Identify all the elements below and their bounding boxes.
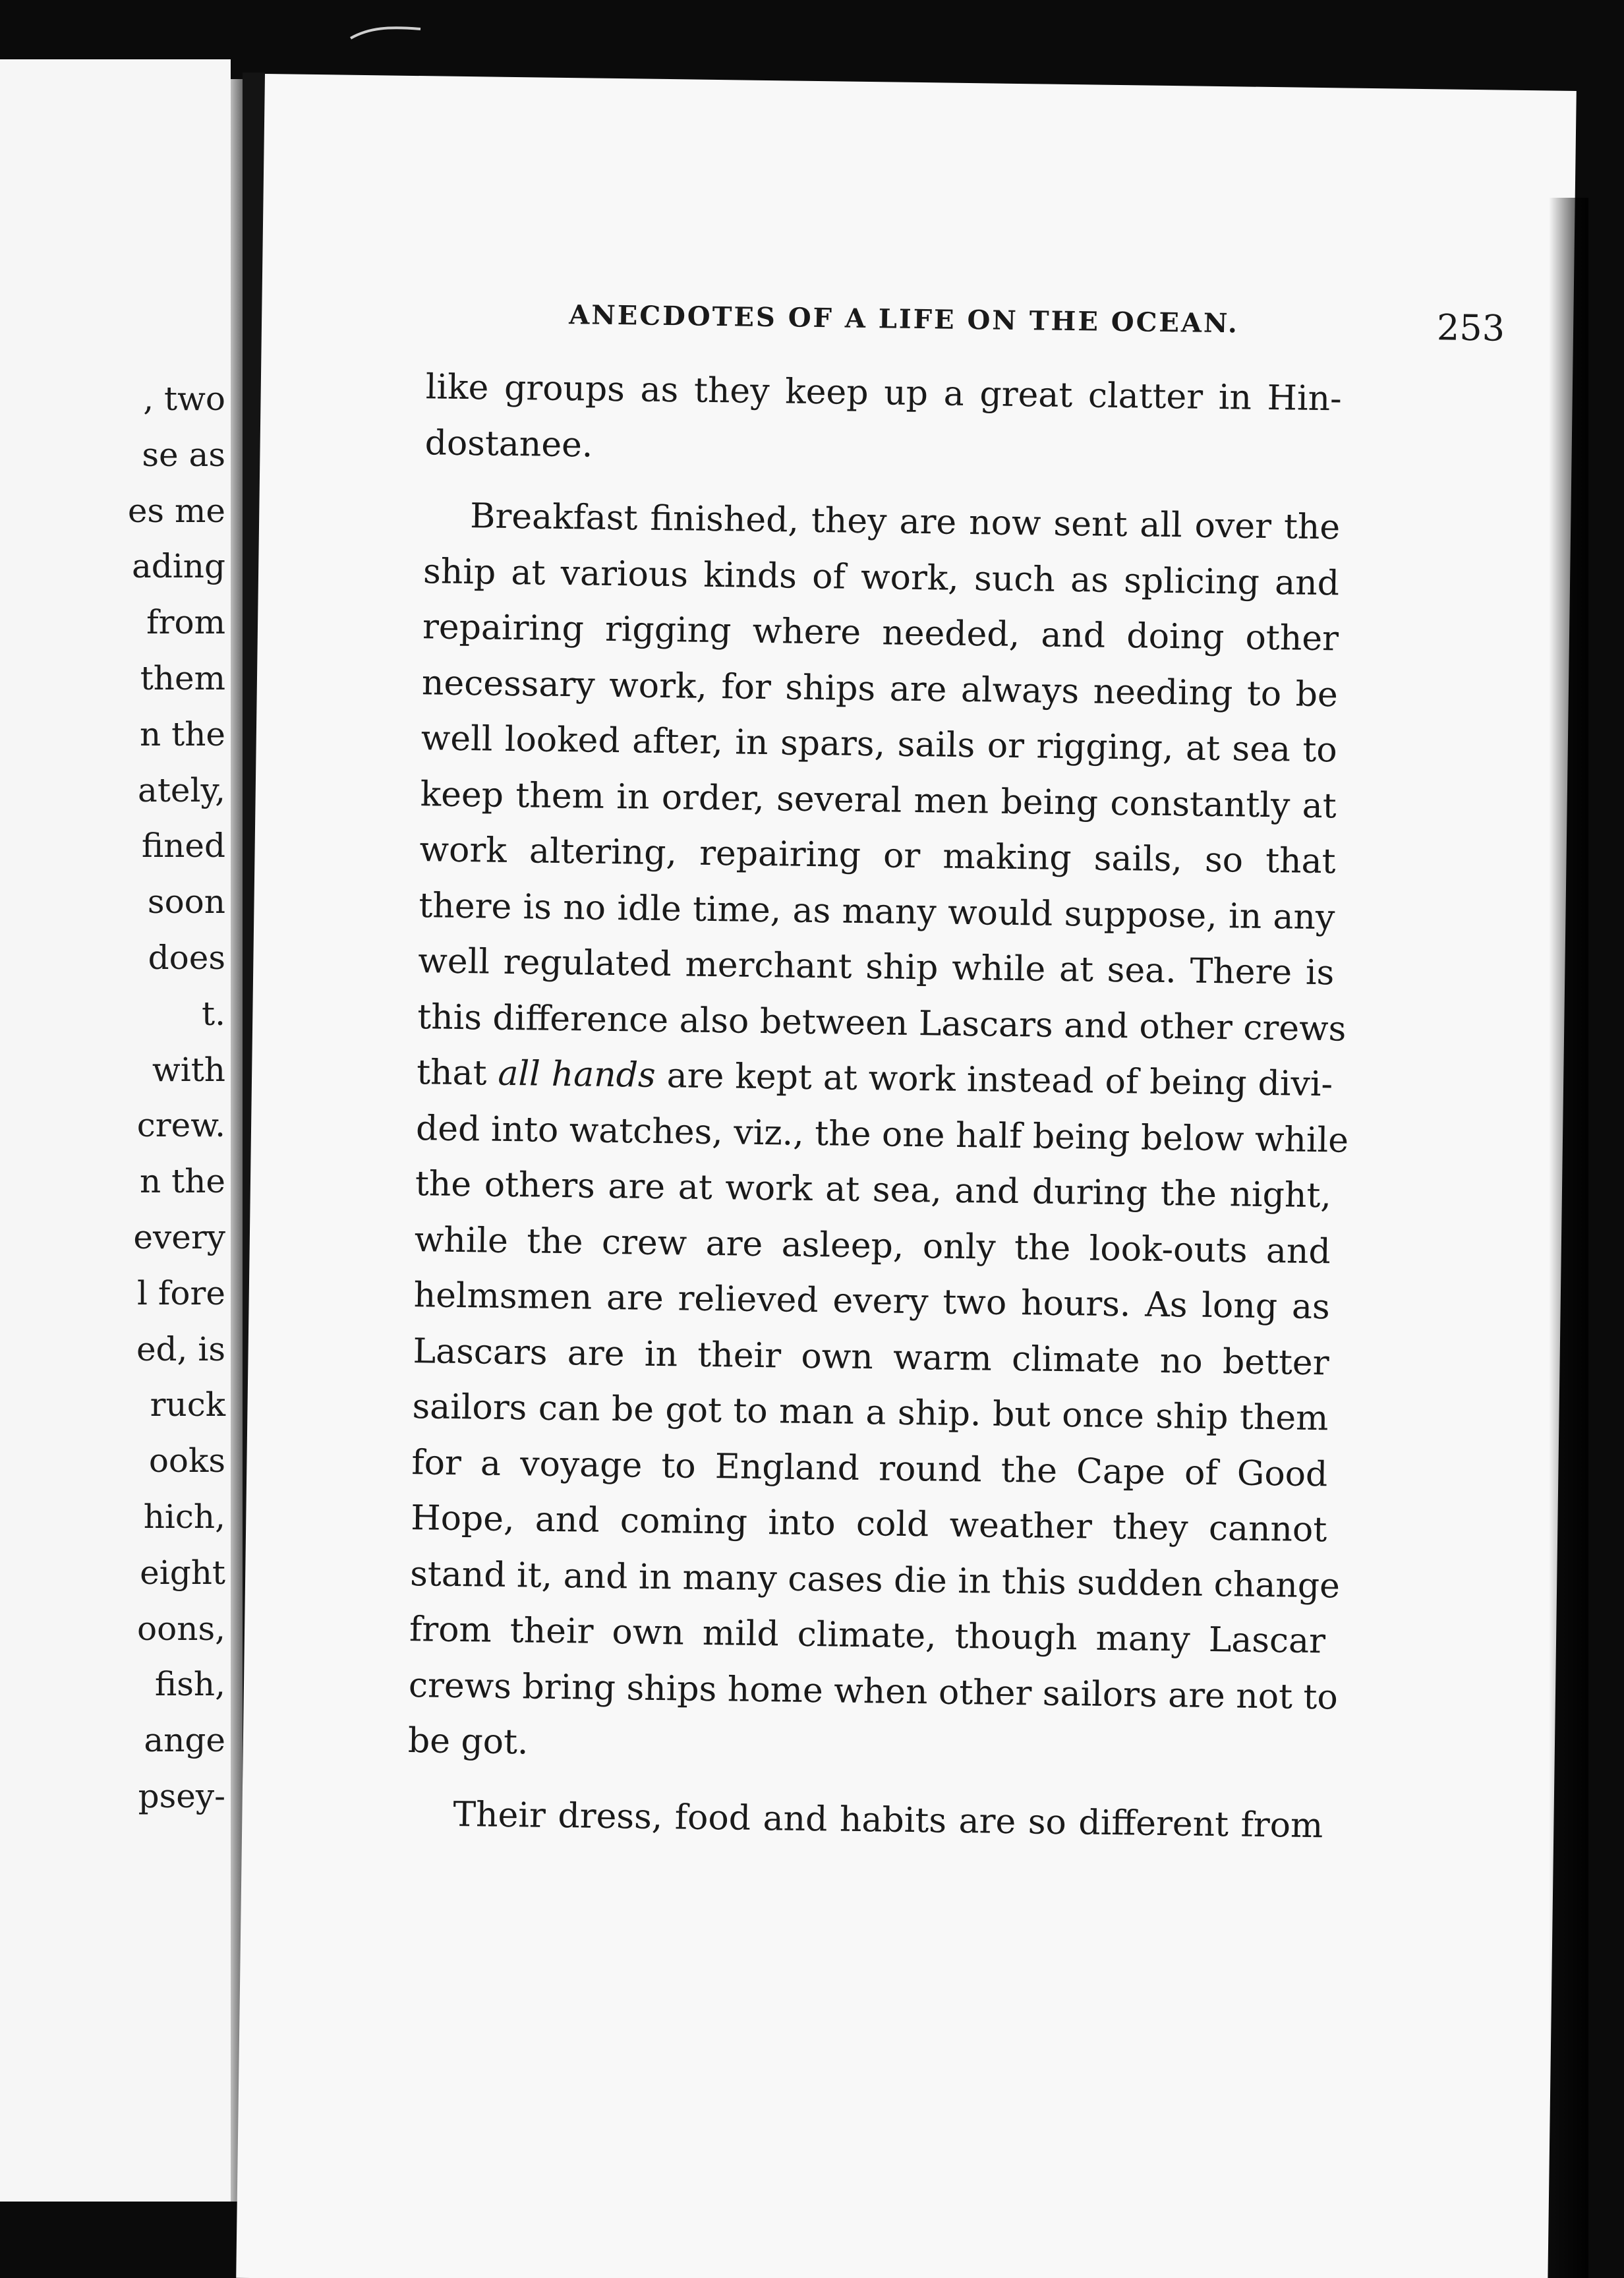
page-number: 253 bbox=[1436, 307, 1505, 349]
text-line: Breakfast finished, they are now sent all over the bbox=[469, 496, 1341, 548]
text-line: there is no idle time, as many would suppose, in any bbox=[419, 885, 1335, 937]
text-line: well looked after, in spars, sails or rigging, at sea to bbox=[420, 718, 1338, 771]
previous-page-line: se as bbox=[142, 435, 225, 474]
text-line: well regulated merchant ship while at sea. There is bbox=[418, 941, 1335, 993]
previous-page-line: crew. bbox=[136, 1106, 225, 1145]
text-line: repairing rigging where needed, and doing other bbox=[422, 607, 1339, 659]
previous-page-line: ately, bbox=[138, 771, 225, 809]
previous-page-line: psey- bbox=[138, 1777, 225, 1815]
text-line: be got. bbox=[407, 1721, 529, 1763]
previous-page-line: n the bbox=[140, 715, 225, 753]
text-line: helmsmen are relieved every two hours. As long as bbox=[413, 1275, 1331, 1328]
text-line: work altering, repairing or making sails, so that bbox=[419, 830, 1336, 882]
previous-page-line: , two bbox=[143, 380, 225, 418]
text-line: crews bring ships home when other sailors are not to bbox=[408, 1665, 1339, 1718]
previous-page-line: ruck bbox=[150, 1386, 225, 1424]
previous-page-line: es me bbox=[127, 491, 225, 530]
text-line: ship at various kinds of work, such as splicing and bbox=[422, 551, 1340, 603]
previous-page-line: soon bbox=[147, 883, 225, 921]
previous-page-line: every bbox=[133, 1218, 225, 1256]
italic-phrase: all hands bbox=[498, 1053, 656, 1095]
text-line: from their own mild climate, though many Lascar bbox=[409, 1610, 1326, 1662]
previous-page-line: fish, bbox=[154, 1665, 225, 1704]
previous-page-line: hich, bbox=[143, 1498, 225, 1536]
previous-page-fragment bbox=[0, 59, 231, 2202]
previous-page-line: oons, bbox=[137, 1609, 225, 1648]
text-line: Their dress, food and habits are so different from bbox=[453, 1794, 1323, 1846]
text-line: like groups as they keep up a great clatter in Hin- bbox=[425, 367, 1343, 419]
previous-page-line: ed, is bbox=[136, 1329, 225, 1368]
text-line: sailors can be got to man a ship. but once ship them bbox=[412, 1387, 1329, 1439]
previous-page-line: from bbox=[146, 603, 225, 642]
previous-page-line: does bbox=[148, 939, 225, 977]
text-line: this difference also between Lascars and other crews bbox=[417, 997, 1347, 1049]
previous-page-line: fined bbox=[141, 827, 225, 865]
page-body-text bbox=[407, 359, 1349, 1854]
text-line: the others are at work at sea, and during the night, bbox=[415, 1164, 1332, 1216]
running-head bbox=[569, 295, 1505, 354]
previous-page-line: ading bbox=[131, 547, 225, 586]
previous-page-line: ange bbox=[144, 1721, 225, 1760]
text-fragment: are kept at work instead of being divi- bbox=[666, 1056, 1333, 1105]
text-line: Hope, and coming into cold weather they cannot bbox=[410, 1498, 1327, 1550]
previous-page-line: t. bbox=[202, 994, 225, 1033]
text-line: dostanee. bbox=[424, 423, 593, 465]
text-line: while the crew are asleep, only the look-outs and bbox=[414, 1219, 1331, 1271]
text-fragment: that bbox=[416, 1053, 487, 1094]
text-line: for a voyage to England round the Cape of Good bbox=[411, 1442, 1328, 1494]
previous-page-line: them bbox=[140, 659, 225, 697]
previous-page-line: l fore bbox=[137, 1273, 225, 1312]
text-line: necessary work, for ships are always needing to be bbox=[421, 662, 1339, 715]
text-line: stand it, and in many cases die in this sudden change bbox=[409, 1554, 1341, 1606]
previous-page-line: eight bbox=[140, 1553, 225, 1592]
running-head-title: ANECDOTES OF A LIFE ON THE OCEAN. bbox=[568, 299, 1240, 339]
previous-page-line: ooks bbox=[148, 1442, 225, 1480]
text-line: keep them in order, several men being constantly at bbox=[420, 774, 1337, 826]
previous-page-line: with bbox=[152, 1050, 225, 1089]
previous-page-line: n the bbox=[140, 1162, 225, 1201]
current-page bbox=[236, 74, 1577, 2278]
page-edge-shadow bbox=[1549, 198, 1588, 2278]
text-line: ded into watches, viz., the one half being below while bbox=[415, 1108, 1349, 1161]
stray-ink-mark bbox=[349, 25, 422, 41]
text-line: Lascars are in their own warm climate no better bbox=[413, 1331, 1329, 1383]
